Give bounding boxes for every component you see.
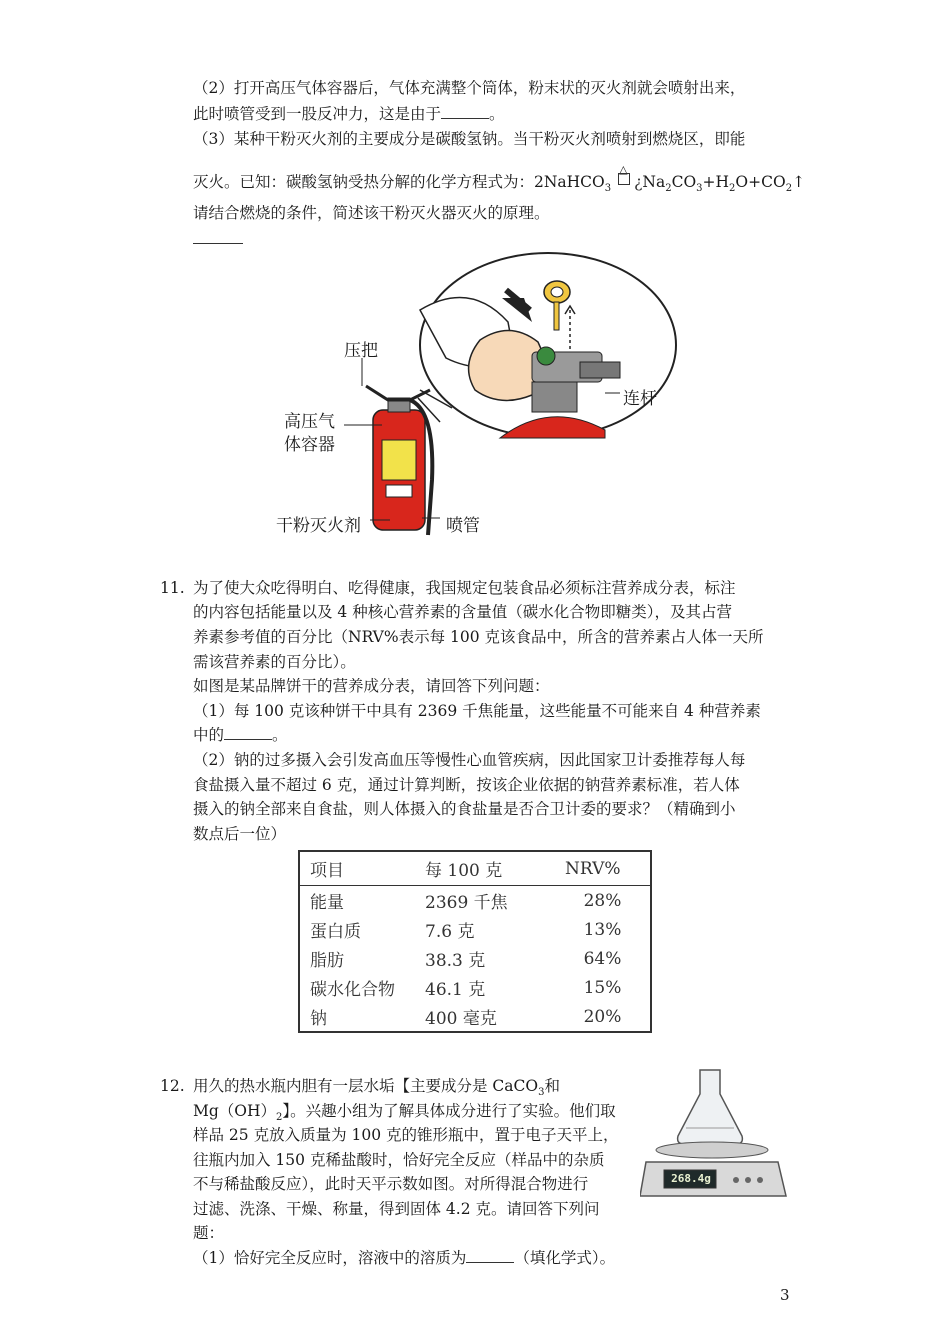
- table-cell: 2369 千焦: [425, 893, 508, 913]
- reaction-condition: [616, 165, 634, 195]
- answer-blank[interactable]: [441, 104, 489, 119]
- table-header: NRV%: [555, 851, 651, 886]
- table-cell: 46.1 克: [425, 980, 486, 1000]
- table-cell: 能量: [310, 893, 344, 913]
- table-cell: 碳水化合物: [310, 980, 395, 1000]
- table-cell: 20%: [583, 1006, 622, 1027]
- q11-text: 中的: [193, 726, 225, 744]
- q10-p3-line3: 请结合燃烧的条件，简述该干粉灭火器灭火的原理。: [193, 204, 550, 222]
- equation-sub: 3: [604, 183, 612, 195]
- q11-text-end: 。: [272, 726, 288, 744]
- q12-line: 不与稀盐酸反应），此时天平示数如图。对所得混合物进行: [193, 1175, 589, 1193]
- label-gas-container: 高压气: [284, 412, 335, 432]
- label-nozzle: 喷管: [446, 516, 480, 536]
- table-row: [299, 944, 651, 973]
- answer-blank[interactable]: [224, 725, 272, 740]
- q11-line: 养素参考值的百分比（NRV%表示每 100 克该食品中，所含的营养素占人体一天所: [193, 628, 764, 646]
- q12-line: 过滤、洗涤、干燥、称量，得到固体 4.2 克。请回答下列问: [193, 1200, 600, 1218]
- equation-sub: 3: [696, 183, 703, 195]
- q11-line: 食盐摄入量不超过 6 克，通过计算判断，按该企业依据的钠营养素标准，若人体: [193, 776, 740, 794]
- q10-p2-line1: （2）打开高压气体容器后，气体充满整个筒体，粉末状的灭火剂就会喷射出来，: [193, 79, 746, 97]
- table-row: [299, 886, 651, 916]
- table-cell: 7.6 克: [425, 922, 475, 942]
- nutrition-table: [298, 850, 652, 1033]
- table-header: 项目: [299, 851, 415, 886]
- q12-line: 题：: [193, 1224, 225, 1242]
- table-cell: 脂肪: [310, 951, 344, 971]
- equation-qmark: ¿: [634, 173, 643, 191]
- q12-text: （1）恰好完全反应时，溶液中的溶质为: [193, 1249, 467, 1267]
- equation-sub: 2: [729, 183, 736, 195]
- table-cell: 蛋白质: [310, 922, 361, 942]
- q11-line: （2）钠的过多摄入会引发高血压等慢性心血管疾病，因此国家卫计委推荐每人每: [193, 751, 746, 769]
- q12-sub: 2: [276, 1112, 283, 1124]
- label-gas-container-2: 体容器: [284, 435, 335, 455]
- balance-pan: [656, 1142, 768, 1158]
- table-row: [299, 915, 651, 944]
- table-header: 每 100 克: [415, 851, 555, 886]
- label-connecting-rod: 连杆: [623, 389, 657, 409]
- label-handle: 压把: [344, 341, 378, 361]
- table-cell: 28%: [583, 890, 622, 911]
- q10-p2-text: 此时喷管受到一股反冲力，这是由于: [193, 105, 442, 123]
- q12-text: 】。兴趣小组为了解具体成分进行了实验。他们取: [282, 1102, 616, 1120]
- question-number: 12.: [160, 1077, 185, 1095]
- q11-line: 数点后一位）: [193, 825, 287, 843]
- equation-part: CO: [671, 173, 697, 191]
- q11-line: （1）每 100 克该种饼干中具有 2369 千焦能量，这些能量不可能来自 4 种营养素: [193, 702, 761, 720]
- q12-text: （填化学式）。: [514, 1249, 616, 1267]
- heat-triangle-icon: △: [619, 163, 628, 176]
- conical-flask-icon: [678, 1070, 743, 1144]
- equation-part: O+CO: [735, 173, 786, 191]
- table-header-row: [299, 851, 651, 886]
- table-row: [299, 1002, 651, 1032]
- q12-text: 用久的热水瓶内胆有一层水垢【主要成分是 CaCO: [193, 1077, 539, 1095]
- answer-blank[interactable]: [193, 243, 243, 244]
- q12-line: 往瓶内加入 150 克稀盐酸时，恰好完全反应（样品中的杂质: [193, 1151, 605, 1169]
- table-cell: 400 毫克: [425, 1009, 497, 1029]
- q12-sub: 3: [538, 1087, 545, 1099]
- table-cell: 钠: [310, 1009, 327, 1029]
- electronic-balance-figure: [640, 1066, 790, 1206]
- q11-line: [193, 724, 288, 746]
- q11-line: 需该营养素的百分比）。: [193, 653, 356, 671]
- question-number: 11.: [160, 579, 185, 597]
- table-cell: 38.3 克: [425, 951, 486, 971]
- q11-line: 摄入的钠全部来自食盐，则人体摄入的食盐量是否合卫计委的要求？（精确到小: [193, 800, 736, 818]
- equation-part: Na: [642, 173, 666, 191]
- page-number: 3: [780, 1286, 790, 1304]
- answer-blank[interactable]: [466, 1248, 514, 1263]
- q12-line: [193, 1247, 615, 1269]
- q10-p3-equation: [193, 165, 805, 200]
- table-cell: 13%: [583, 919, 622, 940]
- equation-sub: 2: [785, 183, 793, 195]
- q11-line: 如图是某品牌饼干的营养成分表，请回答下列问题：: [193, 677, 550, 695]
- q11-line: 的内容包括能量以及 4 种核心营养素的含量值（碳水化合物即糖类），及其占营: [193, 603, 732, 621]
- condition-box: [618, 173, 630, 185]
- table-cell: 64%: [583, 948, 622, 969]
- equation-part: 灭火。已知：碳酸氢钠受热分解的化学方程式为：2NaHCO: [193, 173, 605, 191]
- table-row: [299, 973, 651, 1002]
- q10-p2-end: 。: [489, 105, 505, 123]
- q12-text: Mg（OH）: [193, 1102, 277, 1120]
- table-cell: 15%: [583, 977, 622, 998]
- up-arrow-symbol: ↑: [792, 173, 806, 191]
- q12-line: 样品 25 克放入质量为 100 克的锥形瓶中，置于电子天平上，: [193, 1126, 619, 1144]
- q12-text: 和: [544, 1077, 560, 1095]
- q11-line: 为了使大众吃得明白、吃得健康，我国规定包装食品必须标注营养成分表，标注: [193, 579, 736, 597]
- equation-part: +H: [702, 173, 730, 191]
- scale-reading: 268.4g: [671, 1172, 711, 1185]
- q10-p3-line1: （3）某种干粉灭火剂的主要成分是碳酸氢钠。当干粉灭火剂喷射到燃烧区，即能: [193, 130, 746, 148]
- equation-sub: 2: [665, 183, 672, 195]
- q10-p2-line2: [193, 103, 505, 125]
- label-dry-powder: 干粉灭火剂: [276, 516, 361, 536]
